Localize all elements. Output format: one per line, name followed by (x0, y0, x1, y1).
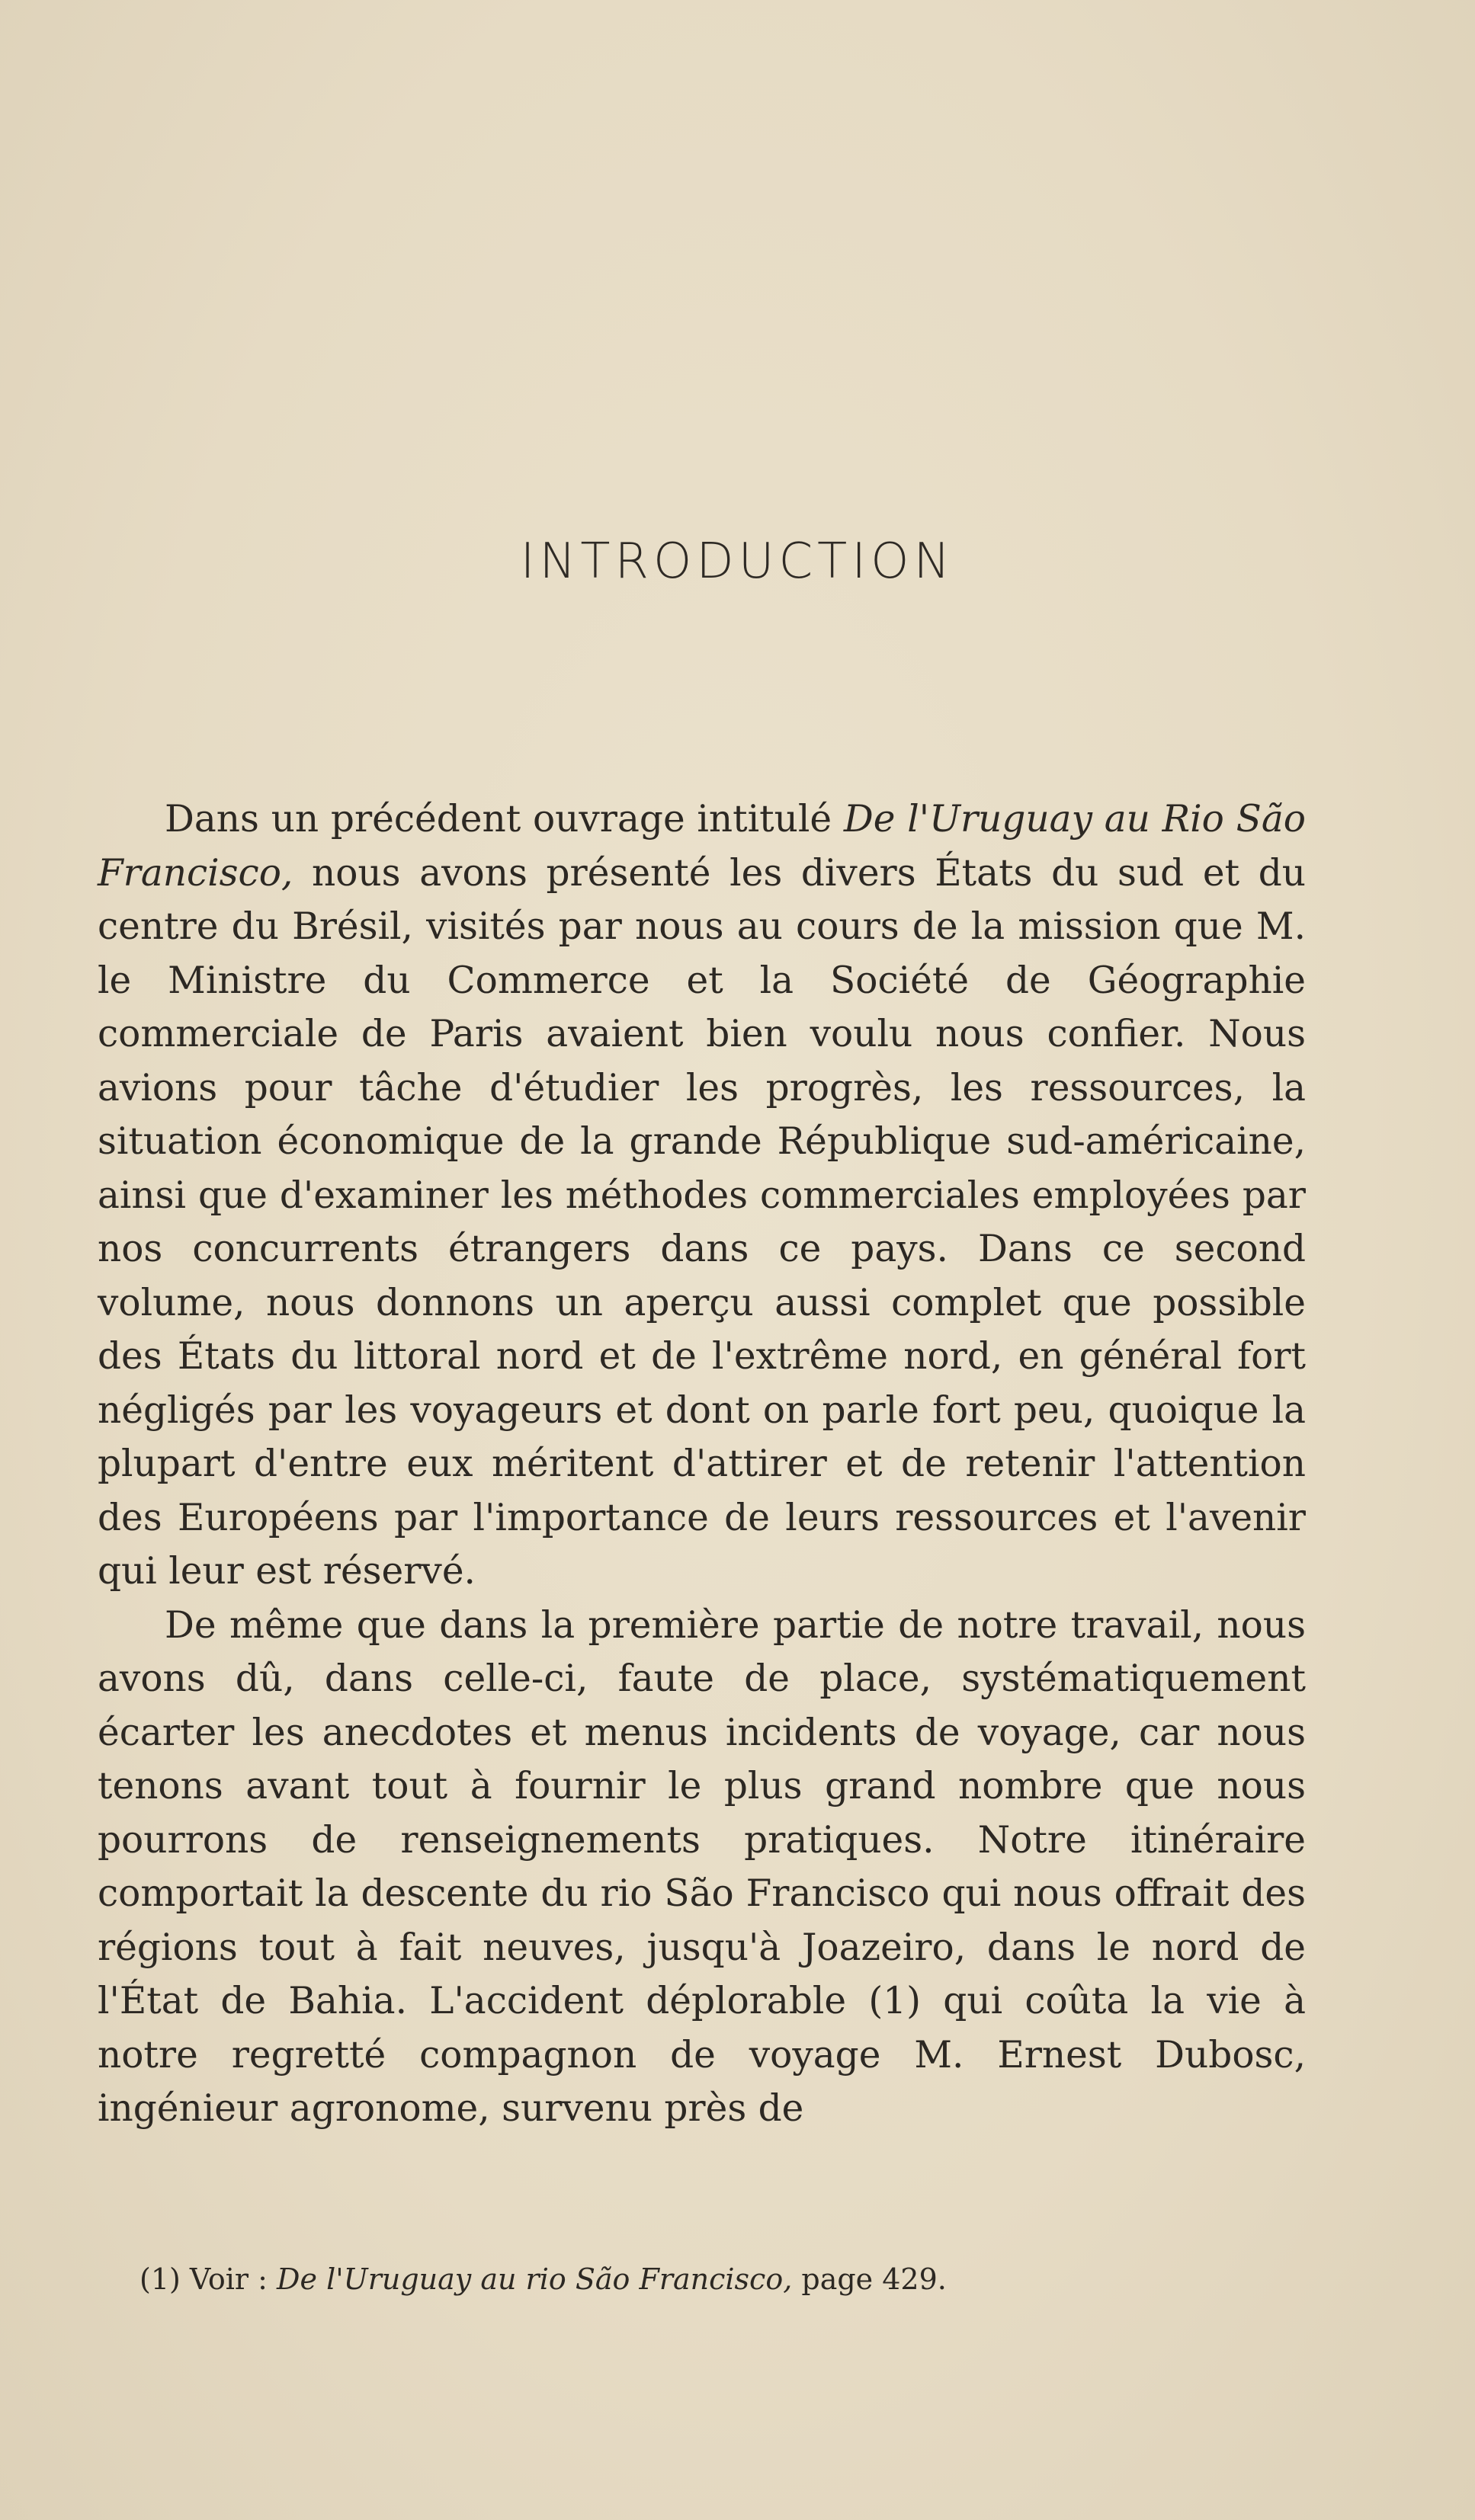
paragraph-1-rest: nous avons présenté les divers États du sud et du centre du Brésil, visités par nous au cours de la mission que M. le Ministre du Commerce et la Société de Géographie commerciale de Paris avaient bien voulu nous confier. Nous avions pour tâche d'étudier les progrès, les ressources, la situation économique de la grande République sud-américaine, ainsi que d'examiner les méthodes commerciales employées par nos concurrents étrangers dans ce pays. Dans ce second volume, nous donnons un aperçu aussi complet que possible des États du littoral nord et de l'extrême nord, en général fort négligés par les voyageurs et dont on parle fort peu, quoique la plupart d'entre eux méritent d'attirer et de retenir l'attention des Européens par l'importance de leurs ressources et l'avenir qui leur est réservé. (98, 851, 1306, 1593)
paragraph-1-lead: Dans un précédent ouvrage intitulé (165, 798, 844, 841)
page-title: INTRODUCTION (520, 533, 955, 590)
footnote (139, 2260, 1283, 2298)
paragraph-1 (98, 793, 1306, 1599)
footnote-marker: (1) Voir : (139, 2262, 277, 2296)
body-text (98, 793, 1306, 2136)
paragraph-1-book-title: De l'Uruguay au Rio São Francisco, (98, 798, 1306, 895)
paragraph-2: De même que dans la première partie de notre travail, nous avons dû, dans celle-ci, faute de place, systématiquement écarter les anecdotes et menus incidents de voyage, car nous tenons avant tout à fournir le plus grand nombre que nous pourrons de renseignements pratiques. Notre itinéraire comportait la descente du rio São Francisco qui nous offrait des régions tout à fait neuves, jusqu'à Joazeiro, dans le nord de l'État de Bahia. L'accident déplorable (1) qui coûta la vie à notre regretté compagnon de voyage M. Ernest Dubosc, ingénieur agronome, survenu près de (98, 1603, 1306, 2130)
footnote-page-ref: page 429. (792, 2262, 947, 2296)
footnote-book-title: De l'Uruguay au rio São Francisco, (277, 2262, 793, 2296)
